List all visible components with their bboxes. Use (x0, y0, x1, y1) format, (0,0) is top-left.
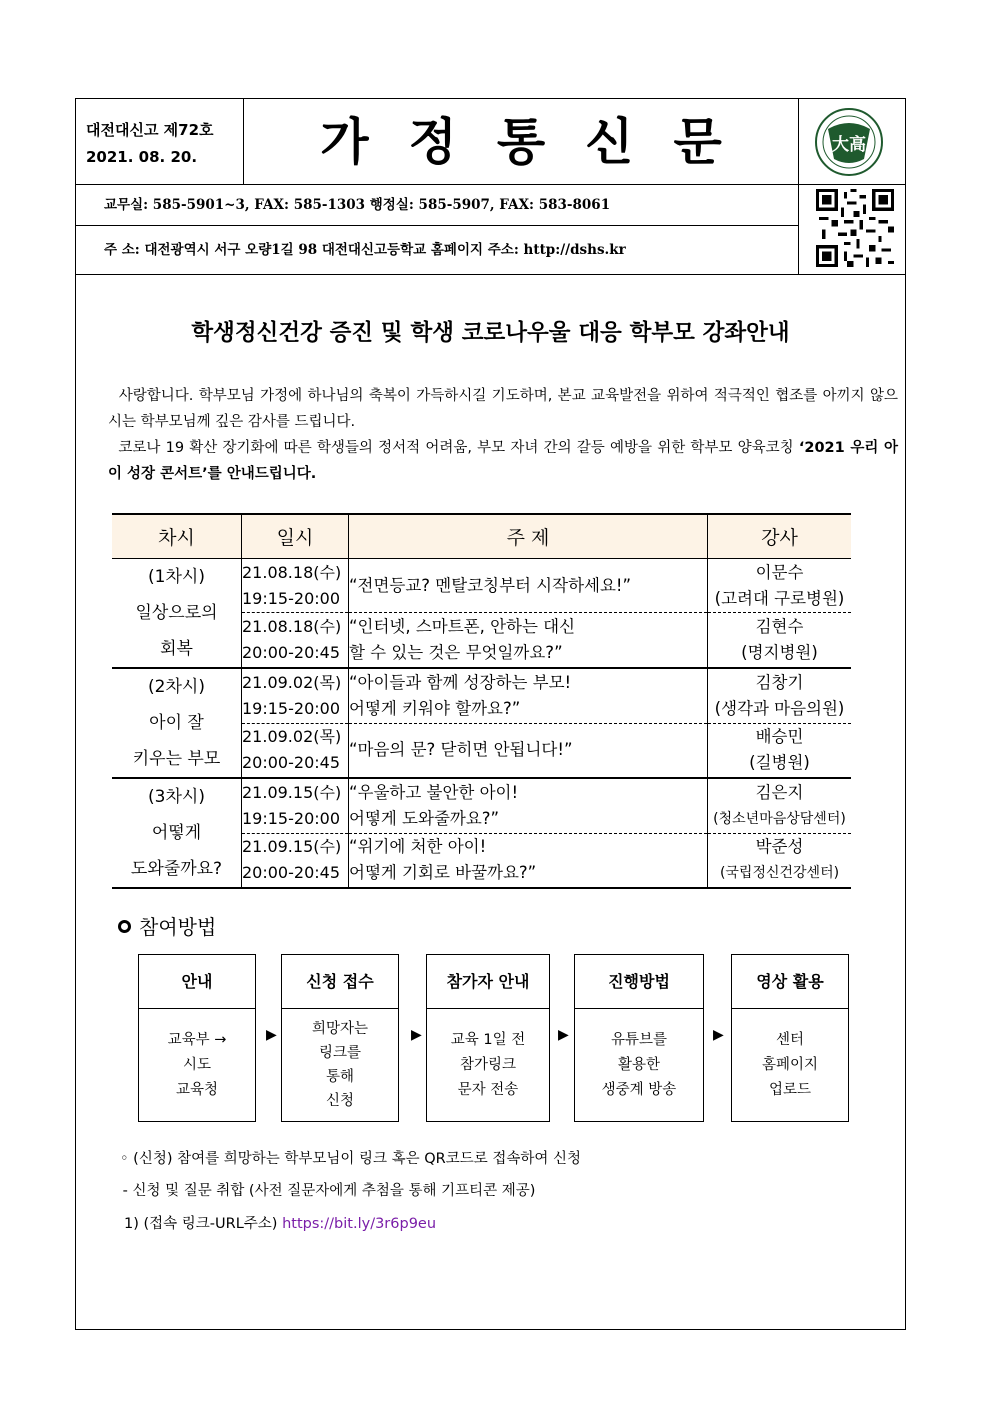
arrow-right-icon: ▶ (266, 1027, 277, 1043)
session-1 (112, 559, 242, 669)
step-title: 신청 접수 (282, 955, 398, 1009)
topic-line: 어떻게 키워야 할까요?” (349, 698, 521, 718)
header-date: 일시 (242, 514, 349, 559)
topic-line: “위기에 처한 아이! (349, 837, 487, 857)
intro-highlight: ‘2021 우리 아이 성장 콘서트’를 안내드립니다. (108, 440, 898, 482)
row-lecturer (708, 723, 852, 778)
lecturer-name: 박준성 (755, 837, 804, 857)
lecturer-name: 김현수 (755, 617, 804, 637)
step-title: 안내 (139, 955, 255, 1009)
step-line: 교육 1일 전 (450, 1031, 526, 1048)
step-body (427, 1009, 549, 1121)
issue-date: 2021. 08. 20. (86, 148, 198, 166)
session-label: (1차시) (148, 567, 205, 587)
topic-line: “전면등교? 멘탈코칭부터 시작하세요!” (349, 575, 632, 595)
url-label: 1) (접속 링크-URL주소) (124, 1216, 283, 1232)
row-date (242, 613, 349, 668)
question-note: - 신청 및 질문 취합 (사전 질문자에게 추첨을 통해 기프티콘 제공) (118, 1183, 536, 1199)
greeting-paragraph (108, 383, 898, 435)
step-line: 교육청 (175, 1081, 219, 1098)
time-text: 19:15-20:00 (242, 698, 340, 718)
topic-line: “아이들과 함께 성장하는 부모! (349, 672, 572, 692)
flow-step-guide (138, 954, 256, 1122)
topic-line: 할 수 있는 것은 무엇일까요?” (349, 643, 563, 663)
greeting-text: 사랑합니다. 학부모님 가정에 하나님의 축복이 가득하시길 기도하며, 본교 교육발전을 위하여 적극적인 협조를 아끼지 않으시는 학부모님께 깊은 감사를 드립니다. (108, 388, 899, 430)
time-text: 20:00-20:45 (242, 643, 340, 663)
flow-step-video (731, 954, 849, 1122)
table-header-row (112, 514, 851, 559)
step-line: 센터 (775, 1031, 804, 1048)
flow-step-apply (281, 954, 399, 1122)
session-label: 아이 잘 (149, 713, 204, 733)
topic-line: “우울하고 불안한 아이! (349, 782, 519, 802)
flow-step-method (574, 954, 704, 1122)
session-2 (112, 668, 242, 778)
apply-note: ◦ (신청) 참여를 희망하는 학부모님이 링크 혹은 QR코드로 접속하여 신청 (120, 1151, 582, 1167)
lecturer-org: (길병원) (749, 753, 810, 773)
row-topic (349, 613, 708, 668)
step-line: 참가링크 (459, 1056, 517, 1073)
row-topic (349, 778, 708, 833)
time-text: 20:00-20:45 (242, 863, 340, 883)
time-text: 19:15-20:00 (242, 588, 340, 608)
row-lecturer (708, 613, 852, 668)
arrow-right-icon: ▶ (558, 1027, 569, 1043)
issue-info (76, 99, 244, 184)
lecturer-org: (국립정신건강센터) (719, 865, 840, 882)
row-lecturer (708, 833, 852, 888)
participation-heading (118, 911, 216, 940)
session-label: (3차시) (148, 787, 205, 807)
topic-line: 어떻게 도와줄까요?” (349, 808, 500, 828)
step-line: 시도 (182, 1056, 211, 1073)
contact-info: 교무실: 585-5901~3, FAX: 585-1303 행정실: 585-5907, FAX: 583-8061 (76, 184, 799, 226)
row-topic (349, 668, 708, 723)
step-line: 링크를 (318, 1045, 362, 1061)
header-divider (76, 274, 905, 275)
date-text: 21.09.02(목) (242, 672, 342, 692)
step-line: 희망자는 (311, 1021, 369, 1037)
session-label: (2차시) (148, 677, 205, 697)
topic-line: “인터넷, 스마트폰, 안하는 대신 (349, 617, 576, 637)
step-line: 통해 (325, 1069, 354, 1085)
lecture-schedule-table (112, 513, 851, 889)
intro-paragraph (108, 435, 898, 487)
step-line: 생중계 방송 (601, 1081, 677, 1098)
row-lecturer (708, 559, 852, 613)
qr-code-icon (816, 189, 894, 267)
topic-line: 어떻게 기회로 바꿀까요?” (349, 863, 537, 883)
session-label: 어떻게 (151, 823, 202, 843)
step-line: 유튜브를 (610, 1031, 668, 1048)
header-lecturer: 강사 (708, 514, 852, 559)
date-text: 21.08.18(수) (242, 562, 342, 582)
svg-text:大高: 大高 (832, 135, 866, 155)
table-row (112, 668, 851, 723)
signup-link[interactable]: https://bit.ly/3r6p9eu (282, 1216, 437, 1232)
step-body (139, 1009, 255, 1121)
intro-text: 코로나 19 확산 장기화에 따른 학생들의 정서적 어려움, 부모 자녀 간의 갈등 예방을 위한 학부모 양육코칭 (118, 440, 799, 456)
row-lecturer (708, 778, 852, 833)
date-text: 21.09.15(수) (242, 837, 342, 857)
lecturer-org: (고려대 구로병원) (714, 588, 845, 608)
row-topic (349, 559, 708, 613)
step-line: 홈페이지 (761, 1056, 819, 1073)
lecturer-name: 김창기 (755, 672, 804, 692)
step-body (732, 1009, 848, 1121)
lecturer-name: 김은지 (755, 782, 804, 802)
row-topic (349, 833, 708, 888)
session-label: 도와줄까요? (130, 859, 223, 879)
section-title: 참여방법 (139, 915, 217, 939)
session-label: 키우는 부모 (132, 749, 221, 769)
arrow-right-icon: ▶ (713, 1027, 724, 1043)
session-3 (112, 778, 242, 888)
lecturer-org: (생각과 마음의원) (714, 698, 845, 718)
flow-step-notice (426, 954, 550, 1122)
time-text: 19:15-20:00 (242, 808, 340, 828)
article-headline: 학생정신건강 증진 및 학생 코로나우울 대응 학부모 강좌안내 (191, 320, 790, 346)
step-title: 영상 활용 (732, 955, 848, 1009)
step-line: 문자 전송 (457, 1081, 519, 1098)
step-body (575, 1009, 703, 1121)
school-logo-icon (814, 107, 884, 177)
step-line: 활용한 (617, 1056, 661, 1073)
table-row (112, 559, 851, 613)
page-title: 가정통신문 (244, 99, 799, 184)
arrow-right-icon: ▶ (411, 1027, 422, 1043)
date-text: 21.08.18(수) (242, 617, 342, 637)
row-lecturer (708, 668, 852, 723)
row-date (242, 559, 349, 613)
topic-line: “마음의 문? 닫히면 안됩니다!” (349, 740, 573, 760)
step-title: 참가자 안내 (427, 955, 549, 1009)
lecturer-name: 배승민 (755, 727, 804, 747)
step-line: 업로드 (768, 1081, 812, 1098)
table-row (112, 778, 851, 833)
header-top (76, 99, 905, 258)
step-body (282, 1009, 398, 1121)
step-line: 신청 (325, 1093, 354, 1109)
row-date (242, 833, 349, 888)
step-title: 진행방법 (575, 955, 703, 1009)
letter-page (75, 98, 906, 1330)
date-text: 21.09.02(목) (242, 727, 342, 747)
header-topic: 주 제 (349, 514, 708, 559)
url-note (124, 1212, 436, 1233)
row-date (242, 723, 349, 778)
session-label: 일상으로의 (135, 603, 218, 623)
time-text: 20:00-20:45 (242, 753, 340, 773)
row-date (242, 668, 349, 723)
circle-bullet-icon (118, 920, 131, 933)
date-text: 21.09.15(수) (242, 782, 342, 802)
row-date (242, 778, 349, 833)
address-info: 주 소: 대전광역시 서구 오량1길 98 대전대신고등학교 홈페이지 주소: http://dshs.kr (76, 226, 799, 274)
lecturer-name: 이문수 (755, 562, 804, 582)
lecturer-org: (청소년마음상담센터) (713, 810, 846, 827)
header-session: 차시 (112, 514, 242, 559)
lecturer-org: (명지병원) (741, 643, 818, 663)
row-topic (349, 723, 708, 778)
step-line: 교육부 → (167, 1031, 227, 1048)
issue-number: 대전대신고 제72호 (86, 121, 214, 139)
session-label: 회복 (160, 639, 193, 659)
